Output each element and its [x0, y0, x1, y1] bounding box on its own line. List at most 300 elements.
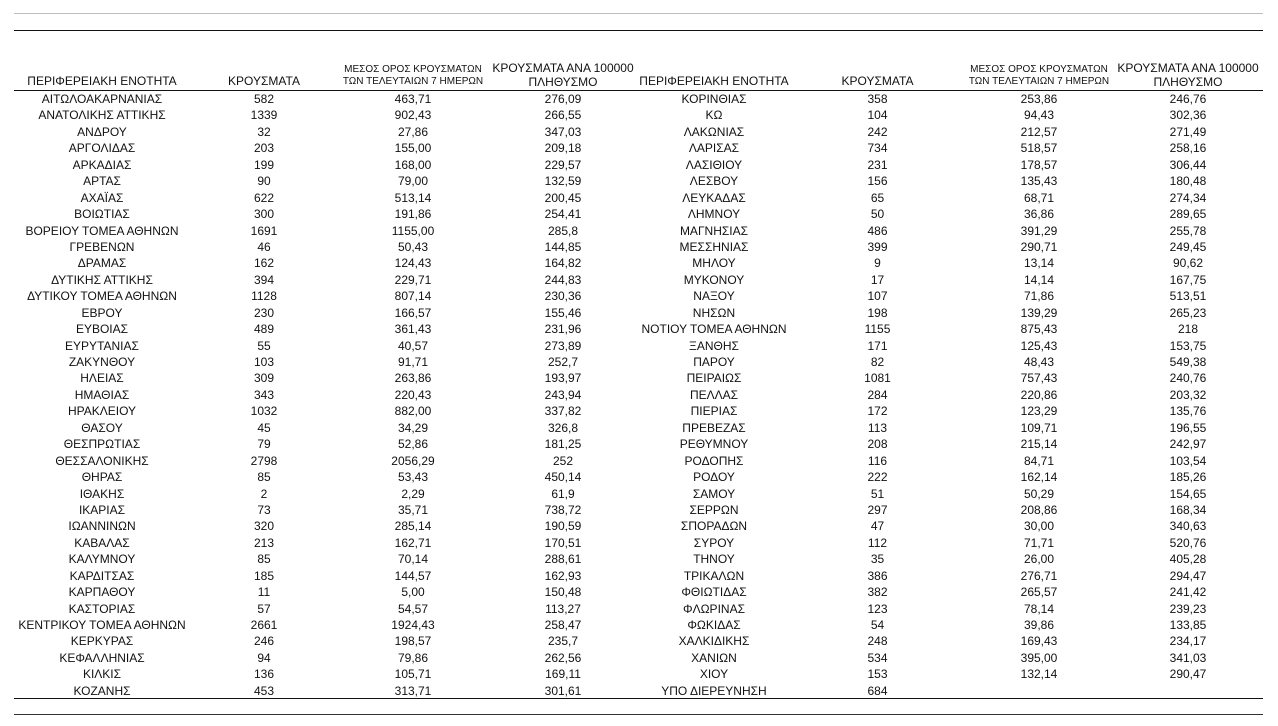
header-per100k-line1: ΚΡΟΥΣΜΑΤΑ ΑΝΑ 100000	[492, 61, 634, 75]
cell-region: ΚΑΒΑΛΑΣ	[74, 535, 130, 550]
cell-region: ΒΟΙΩΤΙΑΣ	[74, 207, 130, 222]
cell-avg7: 70,14	[397, 552, 429, 567]
cell-cases: 156	[867, 174, 888, 189]
cell-region: ΡΕΘΥΜΝΟΥ	[679, 437, 749, 452]
cell-cases: 1691	[250, 223, 278, 238]
table-row	[14, 420, 638, 436]
cell-per100k: 273,89	[544, 338, 582, 353]
cell-per100k: 155,46	[544, 305, 582, 320]
table-row	[14, 666, 638, 682]
cell-cases: 231	[867, 157, 888, 172]
table-row	[638, 255, 1263, 271]
table-row	[638, 354, 1263, 370]
cell-region: ΣΥΡΟΥ	[693, 535, 735, 550]
cell-region: ΧΙΟΥ	[699, 667, 729, 682]
cell-avg7: 71,71	[1023, 535, 1055, 550]
cell-cases: 343	[253, 387, 275, 402]
cell-avg7: 34,29	[397, 420, 429, 435]
cell-avg7: 53,43	[397, 470, 429, 485]
table-row	[638, 387, 1263, 403]
header-per100k-line1: ΚΡΟΥΣΜΑΤΑ ΑΝΑ 100000	[1117, 61, 1259, 75]
cell-avg7: 79,00	[397, 174, 429, 189]
table-row	[638, 601, 1263, 617]
table-row	[14, 255, 638, 271]
cell-per100k: 242,97	[1169, 437, 1207, 452]
table-body-left	[14, 91, 638, 699]
cell-per100k: 169,11	[545, 667, 581, 682]
header-region: ΠΕΡΙΦΕΡΕΙΑΚΗ ΕΝΟΤΗΤΑ	[639, 74, 789, 88]
cell-cases: 112	[867, 535, 888, 550]
cell-cases: 386	[867, 568, 888, 583]
cell-per100k: 258,16	[1169, 141, 1207, 156]
cell-cases: 85	[257, 470, 271, 485]
cell-avg7: 26,00	[1023, 552, 1055, 567]
cell-avg7: 395,00	[1020, 650, 1058, 665]
cell-cases: 300	[253, 207, 275, 222]
cell-cases: 222	[867, 470, 888, 485]
cell-cases: 73	[257, 502, 271, 517]
cell-region: ΠΕΙΡΑΙΩΣ	[686, 371, 742, 386]
cell-per100k: 294,47	[1169, 568, 1207, 583]
table-row	[638, 666, 1263, 682]
cell-cases: 399	[867, 239, 888, 254]
cell-region: ΑΡΓΟΛΙΔΑΣ	[68, 141, 136, 156]
cell-cases: 246	[253, 634, 275, 649]
cell-cases: 394	[253, 272, 275, 287]
cell-avg7: 513,14	[394, 190, 432, 205]
table-row	[638, 453, 1263, 469]
cell-cases: 57	[257, 601, 271, 616]
header-region: ΠΕΡΙΦΕΡΕΙΑΚΗ ΕΝΟΤΗΤΑ	[27, 74, 177, 88]
header-avg7-line2: ΤΩΝ ΤΕΛΕΥΤΑΙΩΝ 7 ΗΜΕΡΩΝ	[342, 76, 484, 87]
cell-region: ΑΙΤΩΛΟΑΚΑΡΝΑΝΙΑΣ	[41, 92, 163, 106]
cell-avg7: 94,43	[1023, 108, 1055, 123]
cell-avg7: 263,86	[394, 371, 432, 386]
cell-per100k: 170,51	[544, 535, 582, 550]
cell-region: ΛΕΣΒΟΥ	[689, 174, 739, 189]
cell-region: ΠΑΡΟΥ	[693, 355, 735, 369]
cell-region: ΦΩΚΙΔΑΣ	[687, 618, 741, 632]
cell-cases: 297	[867, 502, 888, 517]
cell-per100k: 738,72	[544, 502, 582, 517]
cell-avg7: 229,71	[394, 272, 432, 287]
cell-per100k: 185,26	[1169, 470, 1207, 485]
cell-per100k: 258,47	[544, 618, 582, 632]
cell-cases: 17	[870, 272, 885, 287]
cell-cases: 622	[253, 190, 275, 205]
cell-avg7: 39,86	[1023, 618, 1055, 632]
cell-avg7: 123,29	[1020, 404, 1058, 419]
cell-avg7: 71,86	[1023, 289, 1055, 304]
table-row	[638, 535, 1263, 551]
table-row	[14, 650, 638, 666]
cell-region: ΝΗΣΩΝ	[692, 305, 736, 320]
cell-region: ΚΕΝΤΡΙΚΟΥ ΤΟΜΕΑ ΑΘΗΝΩΝ	[18, 618, 186, 632]
cell-per100k: 288,61	[544, 552, 582, 567]
cell-avg7: 265,57	[1020, 585, 1058, 600]
cell-per100k: 200,45	[544, 190, 582, 205]
cell-avg7: 166,57	[394, 305, 432, 320]
cell-cases: 2798	[250, 453, 278, 468]
cell-avg7: 220,86	[1020, 387, 1058, 402]
cell-avg7: 13,14	[1023, 256, 1055, 271]
table-row	[14, 403, 638, 419]
table-row	[638, 321, 1263, 337]
cell-region: ΘΗΡΑΣ	[81, 470, 123, 485]
table-row	[14, 387, 638, 403]
cell-avg7: 882,00	[394, 404, 432, 419]
cell-region: ΣΠΟΡΑΔΩΝ	[680, 519, 748, 534]
cell-region: ΡΟΔΟΠΗΣ	[684, 453, 744, 468]
table-row	[14, 617, 638, 633]
cell-cases: 320	[253, 519, 275, 534]
table-row	[14, 518, 638, 534]
cell-per100k: 549,38	[1169, 355, 1207, 369]
cell-avg7: 135,43	[1020, 174, 1058, 189]
table-row	[638, 551, 1263, 567]
cell-avg7: 162,14	[1020, 470, 1058, 485]
table-row	[14, 239, 638, 255]
cell-per100k: 234,17	[1169, 634, 1207, 649]
cell-region: ΚΕΦΑΛΛΗΝΙΑΣ	[59, 650, 145, 665]
cell-avg7: 78,14	[1023, 601, 1055, 616]
table-row	[14, 157, 638, 173]
table-row	[14, 288, 638, 304]
cell-cases: 162	[253, 256, 275, 271]
table-row	[14, 223, 638, 239]
cell-region: ΚΕΡΚΥΡΑΣ	[70, 634, 134, 649]
header-avg7	[338, 64, 488, 90]
cell-region: ΚΩ	[705, 108, 723, 123]
cell-region: ΚΑΣΤΟΡΙΑΣ	[68, 601, 136, 616]
cell-avg7: 91,71	[397, 355, 429, 369]
cell-cases: 46	[257, 239, 271, 254]
cell-avg7: 50,29	[1023, 486, 1055, 501]
cell-avg7: 178,57	[1020, 157, 1058, 172]
cell-region: ΚΟΖΑΝΗΣ	[73, 683, 131, 698]
cell-region: ΘΑΣΟΥ	[81, 420, 123, 435]
cell-region: ΔΡΑΜΑΣ	[77, 256, 127, 271]
cell-per100k: 326,8	[547, 420, 579, 435]
cell-cases: 199	[253, 157, 275, 172]
cell-cases: 734	[867, 141, 888, 156]
cell-cases: 489	[253, 322, 275, 337]
bottom-rule-secondary	[14, 714, 1263, 715]
cell-region: ΣΕΡΡΩΝ	[689, 502, 739, 517]
cell-avg7: 313,71	[394, 683, 432, 698]
table-row	[638, 568, 1263, 584]
cell-avg7: 2,29	[401, 486, 425, 501]
cell-per100k: 162,93	[544, 568, 582, 583]
cell-region: ΑΧΑΪΑΣ	[80, 190, 124, 205]
cell-per100k: 230,36	[544, 289, 582, 304]
cell-avg7: 30,00	[1023, 519, 1055, 534]
cell-cases: 2661	[250, 618, 278, 632]
table-row	[638, 436, 1263, 452]
cell-cases: 684	[867, 683, 888, 698]
cell-cases: 85	[257, 552, 271, 567]
cell-per100k: 266,55	[544, 108, 582, 123]
table-row	[14, 633, 638, 649]
cell-avg7: 875,43	[1020, 322, 1058, 337]
cell-region: ΚΟΡΙΝΘΙΑΣ	[681, 92, 747, 106]
table-row	[638, 239, 1263, 255]
cell-per100k: 167,75	[1169, 272, 1207, 287]
cell-avg7: 36,86	[1023, 207, 1055, 222]
header-avg7-line2: ΤΩΝ ΤΕΛΕΥΤΑΙΩΝ 7 ΗΜΕΡΩΝ	[968, 76, 1110, 87]
header-cases: ΚΡΟΥΣΜΑΤΑ	[841, 74, 914, 88]
cell-per100k: 150,48	[544, 585, 582, 600]
cell-region: ΛΑΚΩΝΙΑΣ	[683, 124, 745, 139]
cell-region: ΔΥΤΙΚΗΣ ΑΤΤΙΚΗΣ	[51, 272, 153, 287]
cell-per100k: 252	[552, 453, 574, 468]
cell-region: ΡΟΔΟΥ	[693, 470, 735, 485]
cell-region: ΚΙΛΚΙΣ	[82, 667, 122, 682]
cell-cases: 1155	[864, 322, 891, 337]
cell-per100k: 265,23	[1169, 305, 1207, 320]
cell-per100k: 168,34	[1169, 502, 1207, 517]
cell-cases: 104	[867, 108, 888, 123]
cell-per100k: 133,85	[1169, 618, 1207, 632]
cell-cases: 113	[867, 420, 888, 435]
cell-avg7: 168,00	[394, 157, 432, 172]
table-row	[638, 173, 1263, 189]
cell-region: ΚΑΡΔΙΤΣΑΣ	[69, 568, 135, 583]
table-row	[14, 206, 638, 222]
cell-cases: 90	[257, 174, 271, 189]
cell-avg7: 50,43	[397, 239, 429, 254]
cell-cases: 213	[253, 535, 275, 550]
cell-avg7: 54,57	[397, 601, 429, 616]
cell-per100k: 193,97	[544, 371, 582, 386]
cell-avg7: 27,86	[397, 124, 429, 139]
cell-per100k: 289,65	[1169, 207, 1207, 222]
table-row	[14, 469, 638, 485]
table-row	[638, 140, 1263, 156]
table-row	[638, 288, 1263, 304]
cell-region: ΠΙΕΡΙΑΣ	[690, 404, 738, 419]
table-row	[638, 584, 1263, 600]
header-per100k-line2: ΠΛΗΘΥΣΜΟ	[528, 75, 598, 89]
table-row	[14, 354, 638, 370]
cell-per100k: 405,28	[1169, 552, 1207, 567]
table-row	[14, 535, 638, 551]
cell-per100k: 154,65	[1169, 486, 1207, 501]
table-row	[638, 469, 1263, 485]
cell-per100k: 153,75	[1169, 338, 1207, 353]
cell-region: ΒΟΡΕΙΟΥ ΤΟΜΕΑ ΑΘΗΝΩΝ	[25, 223, 179, 238]
cell-cases: 54	[870, 618, 885, 632]
cell-per100k: 249,45	[1169, 239, 1207, 254]
cell-per100k: 231,96	[544, 322, 582, 337]
cell-cases: 1081	[864, 371, 891, 386]
cell-per100k: 450,14	[544, 470, 582, 485]
cell-avg7: 290,71	[1020, 239, 1058, 254]
cell-cases: 116	[867, 453, 888, 468]
cell-cases: 136	[253, 667, 275, 682]
table-row	[14, 601, 638, 617]
cell-per100k: 113,27	[545, 601, 581, 616]
cell-per100k: 274,34	[1169, 190, 1207, 205]
cell-per100k: 90,62	[1172, 256, 1204, 271]
cell-cases: 208	[867, 437, 888, 452]
cell-region: ΕΥΡΥΤΑΝΙΑΣ	[65, 338, 139, 353]
header-avg7	[965, 64, 1113, 90]
cell-avg7: 208,86	[1020, 502, 1058, 517]
cell-cases: 486	[867, 223, 888, 238]
cell-region: ΦΘΙΩΤΙΔΑΣ	[681, 585, 747, 600]
cell-region: ΛΗΜΝΟΥ	[687, 207, 741, 222]
header-cases: ΚΡΟΥΣΜΑΤΑ	[228, 74, 300, 88]
cell-avg7: 109,71	[1020, 420, 1058, 435]
cell-avg7: 285,14	[394, 519, 432, 534]
cell-region: ΝΑΞΟΥ	[693, 289, 735, 304]
cell-avg7: 52,86	[397, 437, 429, 452]
cell-avg7: 48,43	[1023, 355, 1055, 369]
table-body-right	[638, 91, 1263, 699]
cell-per100k: 301,61	[544, 683, 582, 698]
cell-region: ΗΡΑΚΛΕΙΟΥ	[67, 404, 137, 419]
table-row	[638, 403, 1263, 419]
table-row	[638, 502, 1263, 518]
cell-per100k: 181,25	[544, 437, 582, 452]
table-row	[14, 338, 638, 354]
cell-cases: 79	[257, 437, 271, 452]
cell-per100k: 306,44	[1169, 157, 1207, 172]
cell-avg7: 132,14	[1020, 667, 1058, 682]
cell-per100k: 244,83	[544, 272, 582, 287]
cell-region: ΠΕΛΛΑΣ	[689, 387, 739, 402]
cell-avg7: 215,14	[1020, 437, 1058, 452]
cell-avg7: 1155,00	[391, 223, 435, 238]
table-row	[638, 420, 1263, 436]
cell-per100k: 190,59	[544, 519, 582, 534]
cell-region: ΜΗΛΟΥ	[692, 256, 736, 271]
table-row	[638, 650, 1263, 666]
header-avg7-line1: ΜΕΣΟΣ ΟΡΟΣ ΚΡΟΥΣΜΑΤΩΝ	[344, 64, 482, 75]
cell-cases: 82	[870, 355, 885, 369]
cell-per100k: 61,9	[551, 486, 575, 501]
cell-avg7: 125,43	[1020, 338, 1058, 353]
cell-avg7: 198,57	[394, 634, 432, 649]
header-per100k	[488, 61, 638, 90]
cell-cases: 11	[257, 585, 271, 600]
cell-avg7: 144,57	[394, 568, 432, 583]
cell-avg7: 253,86	[1020, 92, 1058, 106]
table-row	[638, 683, 1263, 699]
cell-region: ΘΕΣΣΑΛΟΝΙΚΗΣ	[55, 453, 149, 468]
table-row	[14, 272, 638, 288]
cell-per100k: 271,49	[1169, 124, 1207, 139]
top-rule-gray	[14, 13, 1263, 14]
cell-avg7: 212,57	[1020, 124, 1058, 139]
cell-cases: 198	[867, 305, 888, 320]
cell-avg7: 169,43	[1020, 634, 1058, 649]
cell-cases: 309	[253, 371, 275, 386]
table-row	[638, 370, 1263, 386]
cell-region: ΗΜΑΘΙΑΣ	[74, 387, 130, 402]
cell-avg7: 191,86	[394, 207, 432, 222]
cell-region: ΤΗΝΟΥ	[693, 552, 735, 567]
cell-cases: 242	[867, 124, 888, 139]
top-rule	[14, 30, 1263, 31]
cell-avg7: 361,43	[394, 322, 432, 337]
table-row	[14, 321, 638, 337]
cell-cases: 35	[870, 552, 885, 567]
cell-per100k: 196,55	[1169, 420, 1207, 435]
table-row	[638, 338, 1263, 354]
cell-per100k: 347,03	[544, 124, 582, 139]
cell-region: ΥΠΟ ΔΙΕΡΕΥΝΗΣΗ	[661, 683, 767, 698]
cell-avg7: 1924,43	[391, 618, 435, 632]
cell-avg7: 105,71	[394, 667, 432, 682]
cell-avg7: 139,29	[1020, 305, 1058, 320]
cell-cases: 32	[257, 124, 271, 139]
cell-cases: 248	[867, 634, 888, 649]
cell-per100k: 513,51	[1169, 289, 1207, 304]
table-row	[638, 157, 1263, 173]
cell-cases: 1128	[251, 289, 277, 304]
cell-per100k: 290,47	[1169, 667, 1207, 682]
cell-cases: 284	[867, 387, 888, 402]
cell-avg7: 162,71	[394, 535, 432, 550]
cell-cases: 9	[874, 256, 881, 271]
table-row	[638, 617, 1263, 633]
cell-per100k: 276,09	[544, 92, 582, 106]
cell-per100k: 239,23	[1169, 601, 1207, 616]
cell-cases: 582	[253, 92, 275, 106]
cell-per100k: 302,36	[1169, 108, 1207, 123]
cell-region: ΣΑΜΟΥ	[692, 486, 736, 501]
cell-cases: 153	[867, 667, 888, 682]
cell-cases: 534	[867, 650, 888, 665]
cell-per100k: 254,41	[544, 207, 582, 222]
table-row	[14, 305, 638, 321]
cell-cases: 55	[257, 338, 271, 353]
cell-cases: 1032	[250, 404, 278, 419]
cell-cases: 123	[867, 601, 888, 616]
table-row	[638, 305, 1263, 321]
cell-region: ΚΑΛΥΜΝΟΥ	[68, 552, 136, 567]
cell-region: ΛΑΣΙΘΙΟΥ	[685, 157, 743, 172]
cell-per100k: 103,54	[1169, 453, 1207, 468]
table-row	[638, 486, 1263, 502]
cell-per100k: 241,42	[1169, 585, 1207, 600]
cell-cases: 94	[257, 650, 271, 665]
cell-per100k: 240,76	[1169, 371, 1207, 386]
cell-region: ΚΑΡΠΑΘΟΥ	[68, 585, 136, 600]
cell-cases: 103	[253, 355, 275, 369]
cell-avg7: 902,43	[394, 108, 432, 123]
cell-per100k: 252,7	[547, 355, 579, 369]
cell-cases: 2	[260, 486, 268, 501]
cell-avg7: 79,86	[397, 650, 429, 665]
cell-per100k: 203,32	[1169, 387, 1207, 402]
cell-region: ΘΕΣΠΡΩΤΙΑΣ	[63, 437, 141, 452]
table-row	[14, 584, 638, 600]
cell-region: ΧΑΛΚΙΔΙΚΗΣ	[678, 634, 750, 649]
cell-region: ΤΡΙΚΑΛΩΝ	[683, 568, 745, 583]
cell-region: ΕΒΡΟΥ	[81, 305, 123, 320]
cell-region: ΜΥΚΟΝΟΥ	[683, 272, 745, 287]
table-row	[638, 223, 1263, 239]
cell-avg7: 14,14	[1023, 272, 1055, 287]
cell-cases: 171	[867, 338, 888, 353]
cell-region: ΦΛΩΡΙΝΑΣ	[683, 601, 745, 616]
cell-avg7: 155,00	[394, 141, 432, 156]
cell-per100k: 337,82	[544, 404, 582, 419]
table-row	[14, 453, 638, 469]
